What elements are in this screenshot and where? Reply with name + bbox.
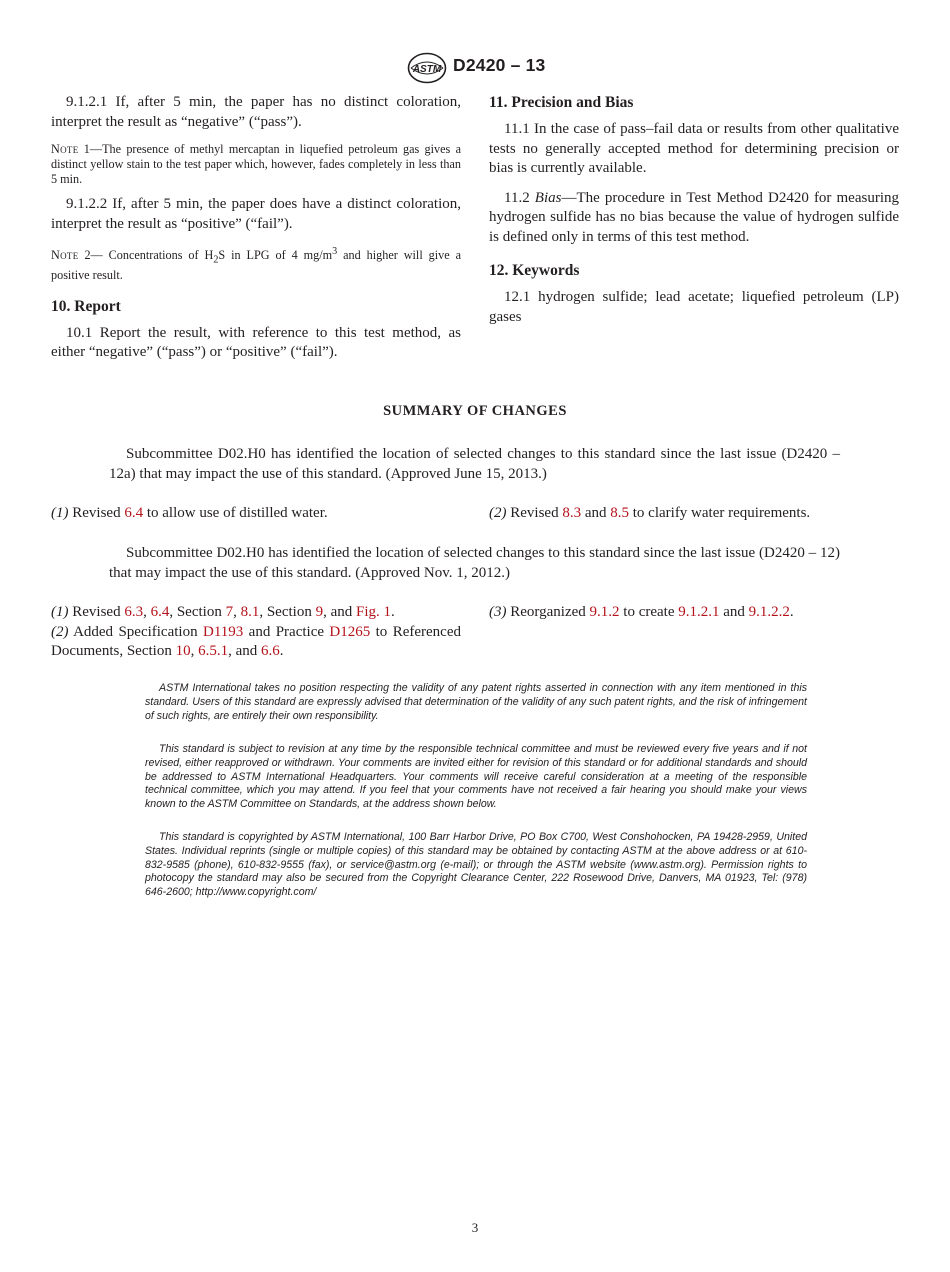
ref-link-section-9[interactable]: 9: [315, 604, 324, 620]
ref-link-8-3[interactable]: 8.3: [562, 505, 582, 521]
change-item: (2) Revised 8.3 and 8.5 to clarify water requirements.: [489, 505, 811, 521]
change-item: (2) Added Specification D1193 and Practice D1265 to Referenced Documents, Section 10, 6.5.1, and 6.6.: [51, 623, 461, 659]
revision-notice: This standard is subject to revision at any time by the responsible technical committee and must be reviewed every five years and if not revised, either reapproved or withdrawn. Your comments are invited either for revision of this standard or for additional standards and should be addressed to ASTM International Headquarters. Your comments will receive careful consideration at a meeting of the responsible technical committee, which you may attend. If you feel that your comments have not received a fair hearing you should make your views known to the ASTM Committee on Standards, at the address shown below.: [145, 743, 807, 811]
ref-link-section-10[interactable]: 10: [175, 643, 191, 659]
section-11-heading: 11. Precision and Bias: [489, 94, 634, 111]
paragraph-11-1: 11.1 In the case of pass–fail data or results from other qualitative tests no generally accepted method for determining precision or bias is currently available.: [489, 121, 899, 176]
logo-text: ASTM: [412, 64, 442, 75]
ref-link-8-5[interactable]: 8.5: [610, 505, 629, 521]
page-number: 3: [471, 1220, 479, 1235]
ref-link-9-1-2[interactable]: 9.1.2: [589, 604, 620, 620]
section-10-heading: 10. Report: [51, 297, 121, 315]
ref-link-6-6[interactable]: 6.6: [261, 643, 280, 659]
note-1: Note 1—The presence of methyl mercaptan in liquefied petroleum gas gives a distinct yellow stain to the test paper which, however, fades completely in less than 5 min.: [51, 142, 461, 186]
ref-link-d1193[interactable]: D1193: [202, 623, 244, 640]
change-list-left: [51, 603, 461, 662]
ref-link-6-4[interactable]: 6.4: [150, 604, 170, 620]
paragraph-11-2: 11.2 Bias—The procedure in Test Method D2420 for measuring hydrogen sulfide has no bias because the value of hydrogen sulfide is defined only in terms of this test method.: [489, 189, 899, 245]
paragraph-12-1: 12.1 hydrogen sulfide; lead acetate; liquefied petroleum (LP) gases: [489, 289, 900, 325]
astm-logo-icon: [407, 52, 447, 84]
summary-intro-2: Subcommittee D02.H0 has identified the location of selected changes to this standard since the last issue (D2420 – 12) that may impact the use of this standard. (Approved Nov. 1, 2012.): [109, 545, 840, 581]
document-id: D2420 – 13: [453, 55, 546, 75]
copyright-notice: This standard is copyrighted by ASTM International, 100 Barr Harbor Drive, PO Box C700, West Conshohocken, PA 19428-2959, United States. Individual reprints (single or multiple copies) of this standard may be obtained by contacting ASTM at the above address or at 610-832-9585 (phone), 610-832-9555 (fax), or service@astm.org (e-mail); or through the ASTM website (www.astm.org). Permission rights to photocopy the standard may also be secured from the Copyright Clearance Center, 222 Rosewood Drive, Danvers, MA 01923, Tel: (978) 646-2600; http://www.copyright.com/: [145, 831, 807, 899]
change-item: (1) Revised 6.3, 6.4, Section 7, 8.1, Section 9, and Fig. 1.: [51, 604, 395, 620]
summary-intro-1: Subcommittee D02.H0 has identified the location of selected changes to this standard since the last issue (D2420 – 12a) that may impact the use of this standard. (Approved June 15, 2013.): [109, 446, 840, 482]
ref-link-6-3[interactable]: 6.3: [124, 604, 144, 620]
patent-notice: ASTM International takes no position respecting the validity of any patent rights asserted in connection with any item mentioned in this standard. Users of this standard are expressly advised that determination of the validity of any such patent rights, and the risk of infringement of such rights, are entirely their own responsibility.: [145, 682, 807, 722]
ref-link-9-1-2-2[interactable]: 9.1.2.2: [748, 604, 790, 620]
paragraph-9-1-2-2: 9.1.2.2 If, after 5 min, the paper does have a distinct coloration, interpret the result as “positive” (“fail”).: [51, 196, 461, 232]
ref-link-6-4[interactable]: 6.4: [124, 505, 144, 521]
paragraph-10-1: 10.1 Report the result, with reference to this test method, as either “negative” (“pass”) or “positive” (“fail”).: [51, 324, 461, 360]
ref-link-6-5-1[interactable]: 6.5.1: [198, 643, 229, 659]
right-column: [489, 93, 899, 337]
summary-title: SUMMARY OF CHANGES: [383, 403, 567, 419]
page-header: [0, 50, 950, 86]
change-item: (1) Revised 6.4 to allow use of distilled water.: [51, 505, 328, 521]
ref-link-d1265[interactable]: D1265: [329, 623, 371, 640]
note-2: Note 2— Concentrations of $H_2S$ in LPG of 4 $mg/m^3$ and higher will give a positive result.: [51, 246, 461, 282]
ref-link-fig-1[interactable]: Fig. 1: [356, 604, 392, 620]
ref-link-section-7[interactable]: 7: [225, 604, 234, 620]
left-column: [51, 93, 461, 373]
ref-link-9-1-2-1[interactable]: 9.1.2.1: [678, 604, 720, 620]
change-item: (3) Reorganized 9.1.2 to create 9.1.2.1 and 9.1.2.2.: [489, 604, 794, 620]
section-12-heading: 12. Keywords: [489, 262, 580, 279]
ref-link-8-1[interactable]: 8.1: [240, 604, 260, 620]
paragraph-9-1-2-1: 9.1.2.1 If, after 5 min, the paper has no distinct coloration, interpret the result as “negative” (“pass”).: [51, 94, 461, 130]
